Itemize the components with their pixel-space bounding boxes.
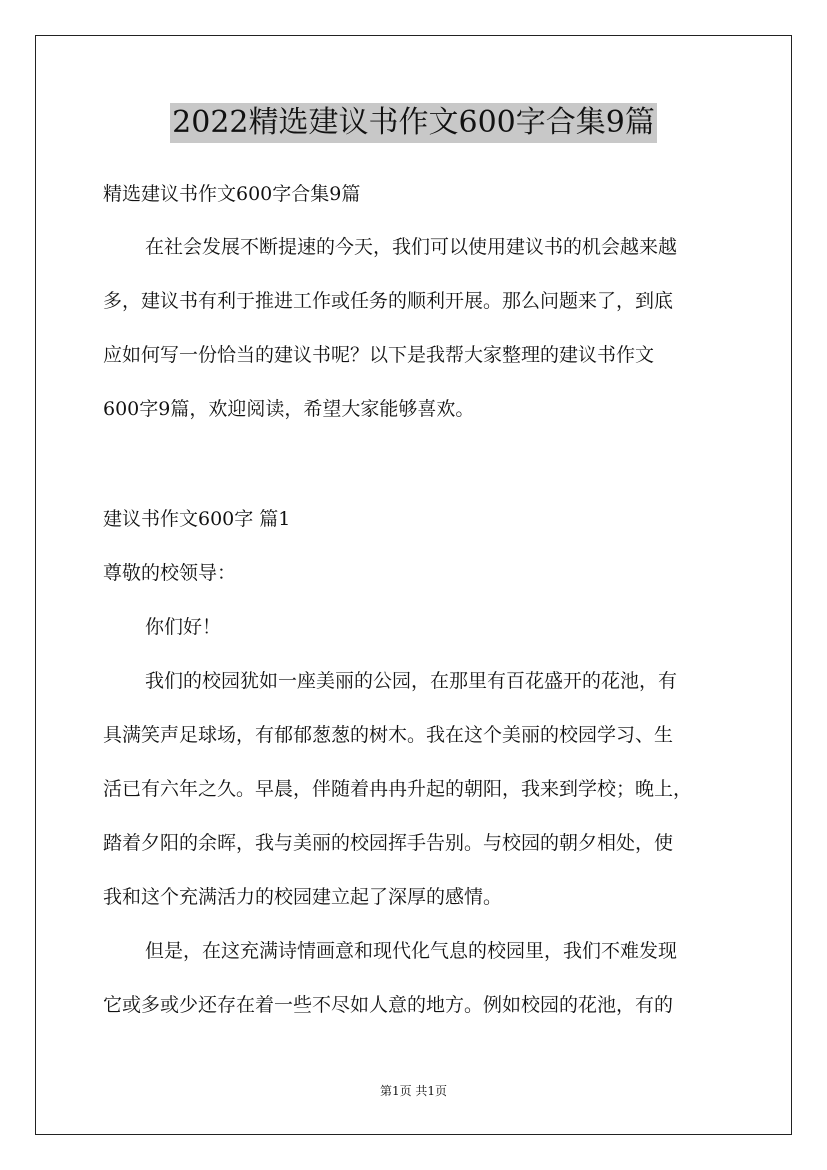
paragraph-line: 活已有六年之久。早晨，伴随着冉冉升起的朝阳，我来到学校；晚上， <box>103 778 693 800</box>
page-number-footer: 第1页 共1页 <box>379 1084 448 1098</box>
document-title: 2022精选建议书作文600字合集9篇 <box>170 103 657 143</box>
section-heading: 建议书作文600字 篇1 <box>103 508 291 530</box>
paragraph-line: 具满笑声足球场，有郁郁葱葱的树木。我在这个美丽的校园学习、生 <box>103 724 674 746</box>
intro-line: 多，建议书有利于推进工作或任务的顺利开展。那么问题来了，到底 <box>103 290 674 312</box>
greeting: 你们好！ <box>145 616 222 638</box>
title-container <box>0 103 827 143</box>
intro-line: 在社会发展不断提速的今天，我们可以使用建议书的机会越来越 <box>145 236 678 258</box>
salutation: 尊敬的校领导： <box>103 562 237 584</box>
paragraph-line: 我和这个充满活力的校园建立起了深厚的感情。 <box>103 886 503 908</box>
intro-line: 应如何写一份恰当的建议书呢？以下是我帮大家整理的建议书作文 <box>103 344 655 366</box>
paragraph-line: 但是，在这充满诗情画意和现代化气息的校园里，我们不难发现 <box>145 940 678 962</box>
paragraph-line: 我们的校园犹如一座美丽的公园，在那里有百花盛开的花池，有 <box>145 670 678 692</box>
intro-line: 600字9篇，欢迎阅读，希望大家能够喜欢。 <box>103 398 475 420</box>
paragraph-line: 踏着夕阳的余晖，我与美丽的校园挥手告别。与校园的朝夕相处，使 <box>103 832 674 854</box>
paragraph-line: 它或多或少还存在着一些不尽如人意的地方。例如校园的花池，有的 <box>103 994 674 1016</box>
document-subtitle: 精选建议书作文600字合集9篇 <box>103 183 361 205</box>
